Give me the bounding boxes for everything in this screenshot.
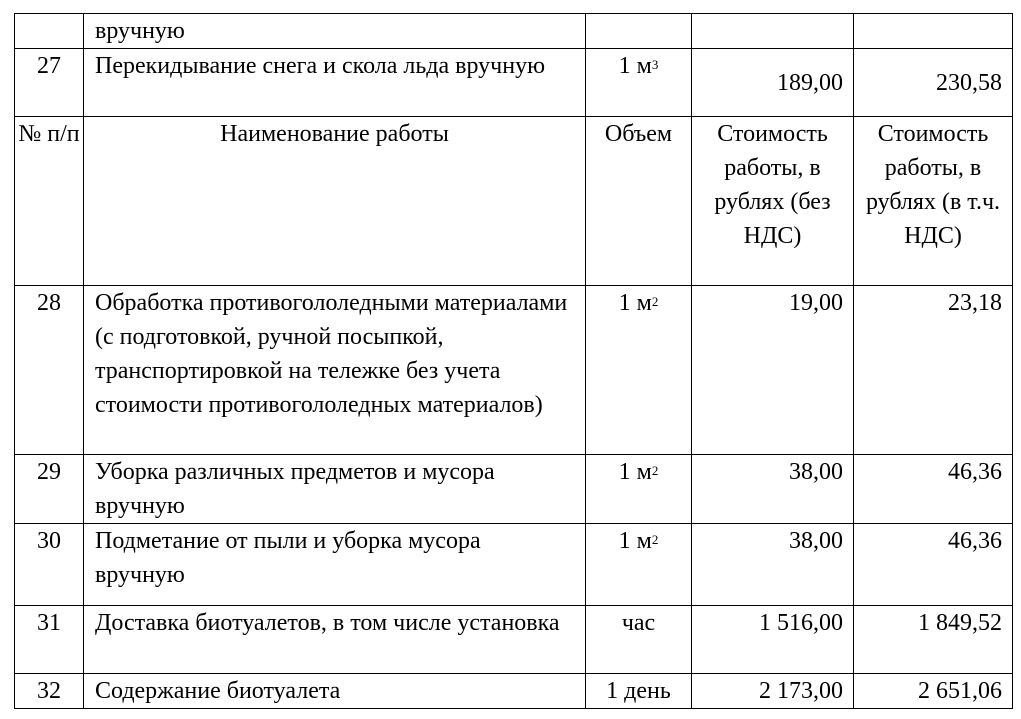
cell-cost-gross: 1 849,52 — [854, 606, 1013, 674]
cell-cost-net: 38,00 — [692, 524, 854, 606]
cell-cost-net: 189,00 — [692, 49, 854, 117]
table-row-continuation — [15, 14, 1013, 49]
cell-num: 28 — [15, 286, 84, 455]
unit-exponent: 3 — [651, 57, 659, 72]
cell-num: 32 — [15, 674, 84, 709]
cell-unit — [586, 524, 692, 606]
cell-cost-gross — [854, 14, 1013, 49]
table-header-row — [15, 117, 1013, 286]
header-volume: Объем — [586, 117, 692, 286]
cell-cost-net — [692, 14, 854, 49]
cell-cost-net: 38,00 — [692, 455, 854, 524]
unit-exponent: 2 — [651, 463, 659, 478]
cell-name: вручную — [84, 14, 586, 49]
cell-cost-net: 1 516,00 — [692, 606, 854, 674]
header-name: Наименование работы — [84, 117, 586, 286]
cell-name: Содержание биотуалета — [84, 674, 586, 709]
cell-cost-gross: 23,18 — [854, 286, 1013, 455]
cell-unit — [586, 606, 692, 674]
cell-unit — [586, 14, 692, 49]
unit-text: 1 м — [618, 528, 652, 554]
unit-text: 1 м — [618, 459, 652, 485]
header-cost-gross: Стоимость работы, в рублях (в т.ч. НДС) — [854, 117, 1013, 286]
cell-cost-gross: 230,58 — [854, 49, 1013, 117]
table-row — [15, 286, 1013, 455]
unit-exponent: 2 — [651, 294, 659, 309]
price-table — [14, 13, 1013, 709]
cell-name: Перекидывание снега и скола льда вручную — [84, 49, 586, 117]
cell-num: 31 — [15, 606, 84, 674]
unit-text: час — [621, 610, 656, 636]
cell-unit — [586, 674, 692, 709]
cell-name: Подметание от пыли и уборка мусора вручную — [84, 524, 586, 606]
header-num: № п/п — [15, 117, 84, 286]
unit-text: 1 день — [606, 678, 671, 704]
cell-name: Доставка биотуалетов, в том числе установка — [84, 606, 586, 674]
cell-name: Обработка противогололедными материалами (с подготовкой, ручной посыпкой, транспортировкой на тележке без учета стоимости противогололедных материалов) — [84, 286, 586, 455]
cell-num: 30 — [15, 524, 84, 606]
cell-unit — [586, 286, 692, 455]
table-row — [15, 674, 1013, 709]
table-row — [15, 524, 1013, 606]
cell-cost-gross: 46,36 — [854, 524, 1013, 606]
cell-cost-net: 2 173,00 — [692, 674, 854, 709]
unit-text: 1 м — [618, 53, 652, 79]
cell-num — [15, 14, 84, 49]
cell-cost-net: 19,00 — [692, 286, 854, 455]
unit-exponent: 2 — [651, 532, 659, 547]
cell-unit — [586, 49, 692, 117]
table-row — [15, 49, 1013, 117]
table-row — [15, 455, 1013, 524]
cell-name: Уборка различных предметов и мусора вручную — [84, 455, 586, 524]
table-row — [15, 606, 1013, 674]
cell-unit — [586, 455, 692, 524]
cell-num: 29 — [15, 455, 84, 524]
cell-cost-gross: 46,36 — [854, 455, 1013, 524]
header-cost-net: Стоимость работы, в рублях (без НДС) — [692, 117, 854, 286]
cell-num: 27 — [15, 49, 84, 117]
unit-text: 1 м — [618, 290, 652, 316]
cell-cost-gross: 2 651,06 — [854, 674, 1013, 709]
